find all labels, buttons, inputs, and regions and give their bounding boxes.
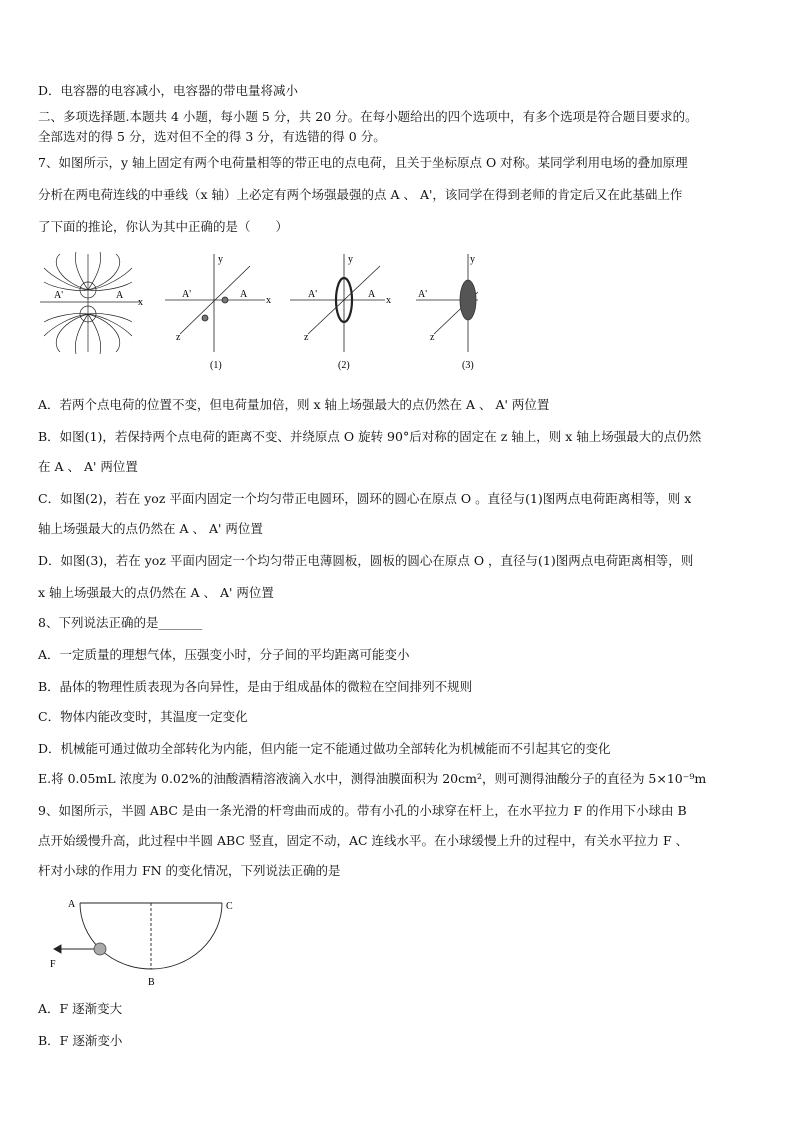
label-a-0: A bbox=[116, 290, 124, 301]
label-a-prime-2: A' bbox=[308, 289, 318, 300]
question-7-stem-1: 7、如图所示，y 轴上固定有两个电荷量相等的带正电的点电荷，且关于坐标原点 O 对称。某同学利用电场的叠加原理 bbox=[38, 155, 688, 170]
question-9-option-b: B．F 逐渐变小 bbox=[38, 1033, 123, 1048]
field-lines-diagram bbox=[40, 252, 140, 354]
label-a-2: A bbox=[368, 289, 376, 300]
label-x-2: x bbox=[386, 295, 391, 306]
label-point-c: C bbox=[226, 901, 233, 912]
label-a-prime-1: A' bbox=[182, 289, 192, 300]
label-x-1: x bbox=[266, 295, 271, 306]
question-8-stem: 8、下列说法正确的是_______ bbox=[38, 615, 203, 630]
label-a-prime-0: A' bbox=[54, 290, 64, 301]
question-9-stem-1: 9、如图所示，半圆 ABC 是由一条光滑的杆弯曲而成的。带有小孔的小球穿在杆上，在水平拉力 F 的作用下小球由 B bbox=[38, 803, 687, 818]
label-a-prime-3: A' bbox=[418, 289, 428, 300]
question-7-option-b-2: 在 A 、 A' 两位置 bbox=[38, 459, 138, 474]
question-8-option-b: B．晶体的物理性质表现为各向异性，是由于组成晶体的微粒在空间排列不规则 bbox=[38, 679, 473, 694]
question-9-stem-3: 杆对小球的作用力 FN 的变化情况，下列说法正确的是 bbox=[38, 863, 341, 878]
section-heading: 二、多项选择题.本题共 4 小题，每小题 5 分，共 20 分。在每小题给出的四个选项中，有多个选项是符合题目要求的。 bbox=[38, 109, 698, 124]
figure-9 bbox=[44, 893, 254, 989]
section-instructions: 全部选对的得 5 分，选对但不全的得 3 分，有选错的得 0 分。 bbox=[38, 129, 386, 144]
axes-panel-3 bbox=[416, 254, 478, 352]
question-8-option-c: C．物体内能改变时，其温度一定变化 bbox=[38, 709, 248, 724]
label-y-3: y bbox=[470, 254, 475, 265]
label-force-f: F bbox=[50, 959, 56, 970]
label-point-a: A bbox=[68, 899, 76, 910]
label-z-3: z bbox=[430, 332, 435, 343]
option-d-prev: D．电容器的电容减小，电容器的带电量将减小 bbox=[38, 83, 299, 98]
question-8-option-d: D．机械能可通过做功全部转化为内能，但内能一定不能通过做功全部转化为机械能而不引起其它的变化 bbox=[38, 741, 611, 756]
caption-1: (1) bbox=[210, 360, 222, 371]
ball bbox=[94, 943, 106, 955]
question-9-option-a: A．F 逐渐变大 bbox=[38, 1001, 123, 1016]
question-7-stem-2: 分析在两电荷连线的中垂线（x 轴）上必定有两个场强最强的点 A 、 A'，该同学在得到老师的肯定后又在此基础上作 bbox=[38, 187, 683, 202]
caption-3: (3) bbox=[462, 360, 474, 371]
question-7-option-b-1: B．如图(1)，若保持两个点电荷的距离不变、并绕原点 O 旋转 90°后对称的固定在 z 轴上，则 x 轴上场强最大的点仍然 bbox=[38, 429, 702, 444]
label-z-2: z bbox=[304, 332, 309, 343]
question-7-option-c-2: 轴上场强最大的点仍然在 A 、 A' 两位置 bbox=[38, 521, 263, 536]
question-9-stem-2: 点开始缓慢升高，此过程中半圆 ABC 竖直，固定不动，AC 连线水平。在小球缓慢上升的过程中，有关水平拉力 F 、 bbox=[38, 833, 689, 848]
caption-2: (2) bbox=[338, 360, 350, 371]
label-y-2: y bbox=[348, 254, 353, 265]
question-8-option-a: A．一定质量的理想气体，压强变小时，分子间的平均距离可能变小 bbox=[38, 647, 410, 662]
label-x-0: x bbox=[138, 297, 143, 308]
label-a-1: A bbox=[240, 289, 248, 300]
label-point-b: B bbox=[148, 977, 155, 988]
label-y-1: y bbox=[218, 254, 223, 265]
question-7-option-c-1: C．如图(2)，若在 yoz 平面内固定一个均匀带正电圆环，圆环的圆心在原点 O 。直径与(1)图两点电荷距离相等，则 x bbox=[38, 491, 692, 506]
semicircle-rod bbox=[54, 903, 222, 969]
question-7-option-d-1: D．如图(3)，若在 yoz 平面内固定一个均匀带正电薄圆板，圆板的圆心在原点 O ，直径与(1)图两点电荷距离相等，则 bbox=[38, 553, 694, 568]
question-8-option-e: E.将 0.05mL 浓度为 0.02%的油酸酒精溶液滴入水中，测得油膜面积为 20cm²，则可测得油酸分子的直径为 5×10⁻⁹m bbox=[38, 771, 707, 786]
label-z-1: z bbox=[176, 332, 181, 343]
question-7-stem-3: 了下面的推论，你认为其中正确的是（ ） bbox=[38, 219, 289, 234]
question-7-option-a: A．若两个点电荷的位置不变，但电荷量加倍，则 x 轴上场强最大的点仍然在 A 、 A' 两位置 bbox=[38, 397, 550, 412]
figure-7 bbox=[40, 252, 480, 374]
question-7-option-d-2: x 轴上场强最大的点仍然在 A 、 A' 两位置 bbox=[38, 585, 274, 600]
